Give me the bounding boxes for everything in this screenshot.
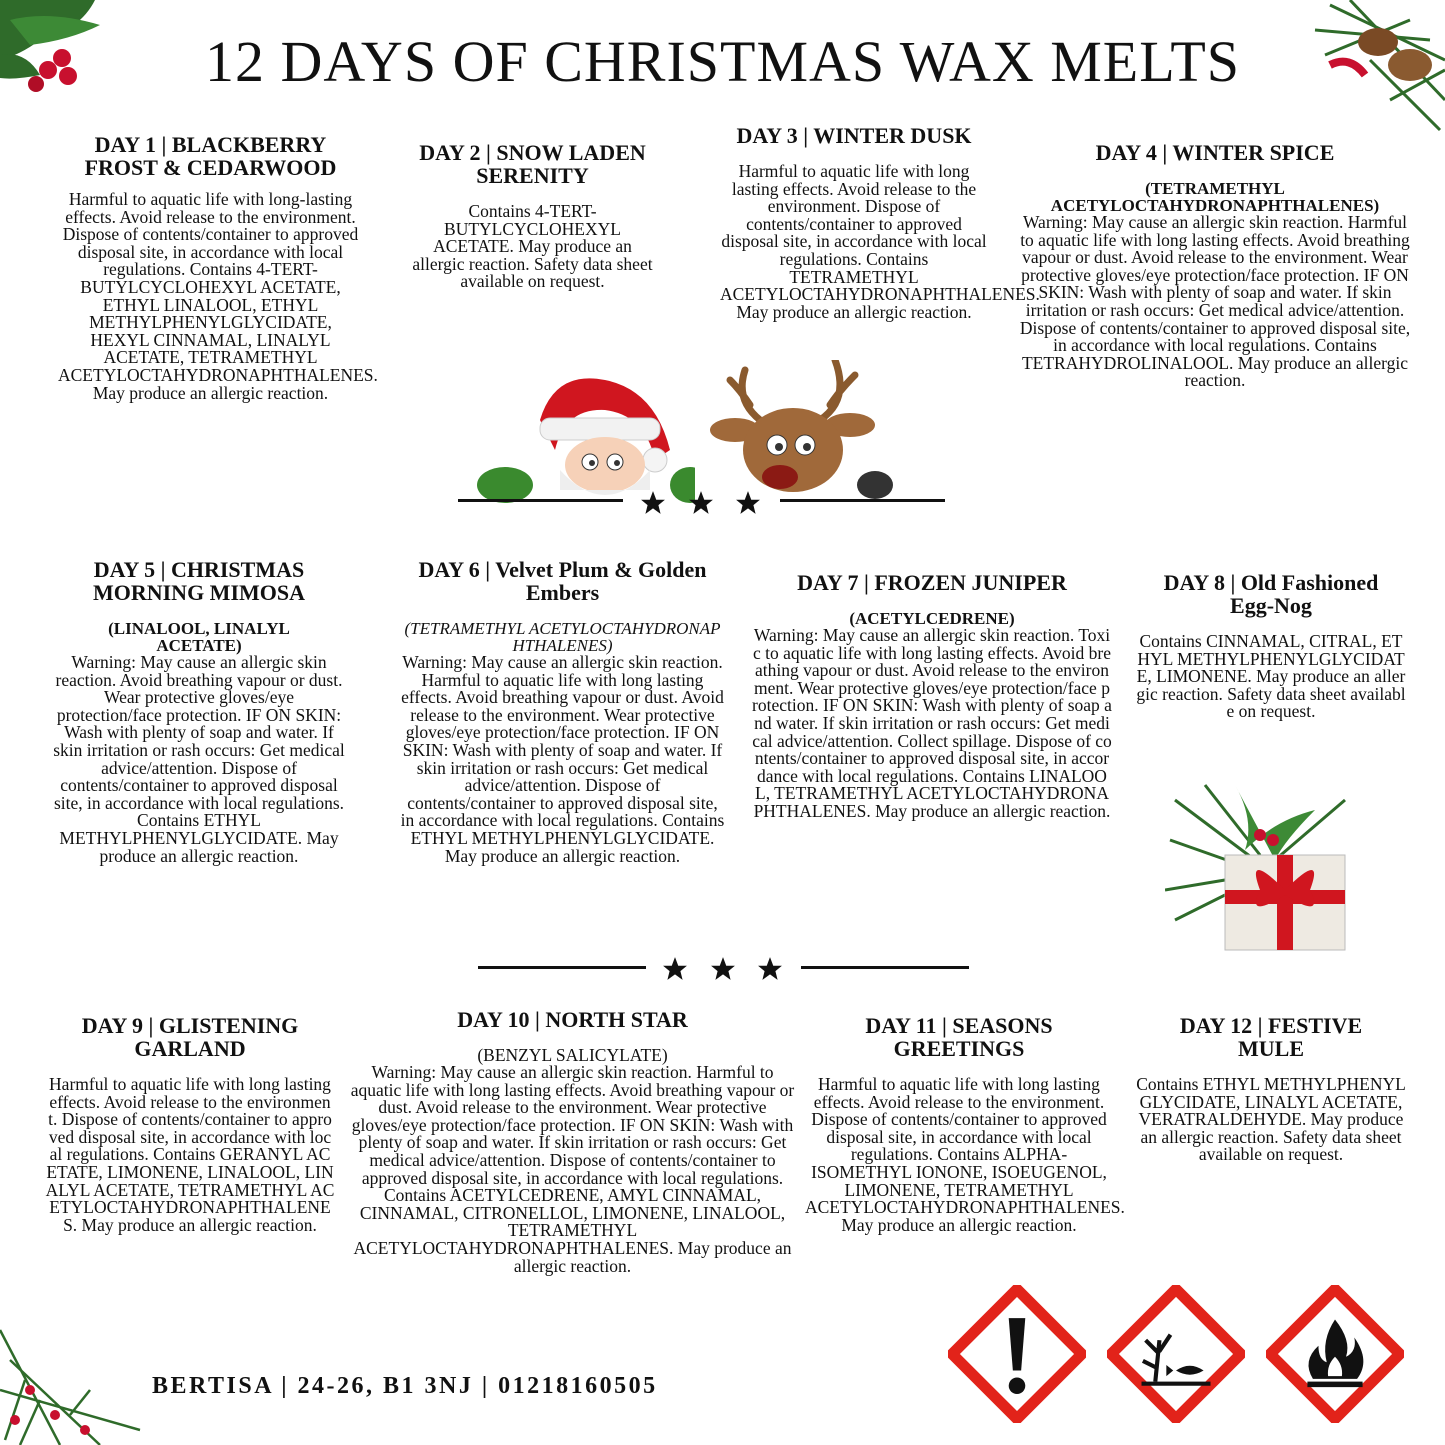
environment-hazard-icon — [1107, 1285, 1245, 1423]
day-6-sub: (TETRAMETHYL ACETYLOCTAHYDRONAPHTHALENES) — [404, 619, 721, 655]
day-11-card — [805, 1013, 1125, 1235]
day-6-card — [400, 558, 725, 865]
day-6-body: Warning: May cause an allergic skin reaction. Harmful to aquatic life with long lasting effects. Avoid breathing vapour or dust. Avoid release to the environment. Wear protective gloves/eye protection/face protection. IF ON SKIN: Wash with plenty of soap and water. If skin irritation or rash occurs: Get medical advice/attention. Dispose of contents/container to approved disposal site, in accordance with local regulations. Contains ETHYL METHYLPHENYLGLYCIDATE. May produce an allergic reaction. — [400, 652, 725, 866]
day-10-card — [350, 1008, 795, 1275]
day-1-card — [58, 132, 378, 403]
day-7-body: Warning: May cause an allergic skin reaction. Toxic to aquatic life with long lasting effects. Avoid breathing vapour or dust. Avoid release to the environment. Wear protective gloves/eye protection/face protection. IF ON SKIN: Wash with plenty of soap and water. If skin irritation or rash occurs: Get medical advice/attention. Collect spillage. Dispose of contents/container to approved disposal site, in accordance with local regulations. Contains LINALOOL, TETRAMETHYL ACETYLOCTAHYDRONAPHTHALENES. May produce an allergic reaction. — [752, 625, 1112, 821]
day-4-body: Warning: May cause an allergic skin reaction. Harmful to aquatic life with long lasting effects. Avoid breathing vapour or dust. Avoid release to the environment. Wear protective gloves/eye protection/face protection. IF ON SKIN: Wash with plenty of soap and water. If skin irritation or rash occurs: Get medical advice/attention. Dispose of contents/container to approved disposal site, in accordance with local regulations. Contains TETRAHYDROLINALOOL. May produce an allergic reaction. — [1019, 212, 1411, 391]
day-10-sub: (BENZYL SALICYLATE) — [477, 1045, 668, 1065]
day-8-body: Contains CINNAMAL, CITRAL, ETHYL METHYLPHENYLGLYCIDATE, LIMONENE. May produce an allergic reaction. Safety data sheet available on request. — [1136, 631, 1406, 722]
footer-contact: BERTISA | 24-26, B1 3NJ | 01218160505 — [152, 1373, 658, 1399]
star-icon — [710, 956, 736, 982]
day-9-heading: DAY 9 | GLISTENING GARLAND — [81, 1013, 299, 1061]
star-icon — [757, 956, 783, 982]
day-11-body: Harmful to aquatic life with long lasting effects. Avoid release to the environment. Dispose of contents/container to approved disposal site, in accordance with local regulations. Contains ALPHA-ISOMETHYL IONONE, ISOEUGENOL, LIMONENE, TETRAMETHYL ACETYLOCTAHYDRONAPHTHALENES. May produce an allergic reaction. — [805, 1074, 1125, 1235]
day-2-heading: DAY 2 | SNOW LADEN SERENITY — [419, 140, 646, 188]
day-4-heading: DAY 4 | WINTER SPICE — [1095, 140, 1335, 165]
day-10-body: Warning: May cause an allergic skin reaction. Harmful to aquatic life with long lasting effects. Avoid breathing vapour or dust. Avoid release to the environment. Wear protective gloves/eye protection/face protection. IF ON SKIN: Wash with plenty of soap and water. If skin irritation or rash occurs: Get medical advice/attention. Dispose of contents/container to approved disposal site, in accordance with local regulations. Contains ACETYLCEDRENE, AMYL CINNAMAL, CINNAMAL, CITRONELLOL, LIMONENE, LINALOOL, TETRAMETHYL ACETYLOCTAHYDRONAPHTHALENES. May produce an allergic reaction. — [350, 1062, 795, 1276]
exclamation-hazard-icon — [948, 1285, 1086, 1423]
day-6-heading: DAY 6 | Velvet Plum & Golden Embers — [418, 557, 707, 605]
day-12-body: Contains ETHYL METHYLPHENYLGLYCIDATE, LINALYL ACETATE, VERATRALDEHYDE. May produce an allergic reaction. Safety data sheet available on request. — [1136, 1074, 1406, 1165]
day-2-body: Contains 4-TERT-BUTYLCYCLOHEXYL ACETATE. May produce an allergic reaction. Safety data sheet available on request. — [412, 201, 653, 292]
day-8-heading: DAY 8 | Old Fashioned Egg-Nog — [1163, 570, 1379, 618]
day-7-heading: DAY 7 | FROZEN JUNIPER — [797, 570, 1067, 595]
day-9-card — [45, 1014, 335, 1234]
day-12-card — [1135, 1014, 1407, 1164]
day-12-heading: DAY 12 | FESTIVE MULE — [1179, 1013, 1363, 1061]
day-3-heading: DAY 3 | WINTER DUSK — [736, 123, 972, 148]
day-5-body: Warning: May cause an allergic skin reaction. Avoid breathing vapour or dust. Wear protective gloves/eye protection/face protection. IF ON SKIN: Wash with plenty of soap and water. If skin irritation or rash occurs: Get medical advice/attention. Dispose of contents/container to approved disposal site, in accordance with local regulations. Contains ETHYL METHYLPHENYLGLYCIDATE. May produce an allergic reaction. — [53, 652, 345, 866]
star-icon — [662, 956, 688, 982]
day-5-card — [50, 558, 348, 865]
day-4-sub: (TETRAMETHYL ACETYLOCTAHYDRONAPHTHALENES) — [1050, 179, 1380, 215]
day-3-body: Harmful to aquatic life with long lasting effects. Avoid release to the environment. Dispose of contents/container to approved disposal site, in accordance with local regulations. Contains TETRAMETHYL ACETYLOCTAHYDRONAPHTHALENES. May produce an allergic reaction. — [720, 161, 1040, 322]
day-11-heading: DAY 11 | SEASONS GREETINGS — [865, 1013, 1053, 1061]
day-1-body: Harmful to aquatic life with long-lasting effects. Avoid release to the environment. Dispose of contents/container to approved disposal site, in accordance with local regulations. Contains 4-TERT- BUTYLCYCLOHEXYL ACETATE, ETHYL LINALOOL, ETHYL METHYLPHENYLGLYCIDATE, HEXYL CINNAMAL, LINALYL ACETATE, TETRAMETHYL ACETYLOCTAHYDRONAPHTHALENES. May produce an allergic reaction. — [58, 189, 378, 403]
day-8-card — [1135, 571, 1407, 721]
day-3-card — [720, 123, 1040, 322]
divider-line — [801, 966, 969, 969]
day-9-body: Harmful to aquatic life with long lasting effects. Avoid release to the environment. Dispose of contents/container to approved disposal site, in accordance with local regulations. Contains GERANYL ACETATE, LIMONENE, LINALOOL, LINALYL ACETATE, TETRAMETHYL ACETYLOCTAHYDRONAPHTHALENES. May produce an allergic reaction. — [45, 1074, 335, 1235]
star-icon — [640, 490, 666, 516]
star-icon — [735, 490, 761, 516]
divider-line — [478, 966, 646, 969]
day-5-heading: DAY 5 | CHRISTMAS MORNING MIMOSA — [92, 557, 306, 605]
divider-line — [458, 499, 623, 502]
day-4-card — [1015, 141, 1415, 390]
day-7-card — [752, 571, 1112, 821]
day-2-card — [400, 141, 665, 291]
divider-line — [780, 499, 945, 502]
page-title: 12 DAYS OF CHRISTMAS WAX MELTS — [204, 29, 1241, 94]
day-10-heading: DAY 10 | NORTH STAR — [457, 1007, 688, 1032]
day-7-sub: (ACETYLCEDRENE) — [849, 609, 1015, 628]
day-5-sub: (LINALOOL, LINALYL ACETATE) — [108, 619, 290, 655]
flame-hazard-icon — [1266, 1285, 1404, 1423]
star-icon — [688, 490, 714, 516]
day-1-heading: DAY 1 | BLACKBERRY FROST & CEDARWOOD — [84, 132, 337, 180]
gift-box-illustration — [1165, 780, 1360, 955]
reindeer-illustration — [705, 360, 920, 510]
holly-icon — [0, 1320, 145, 1445]
